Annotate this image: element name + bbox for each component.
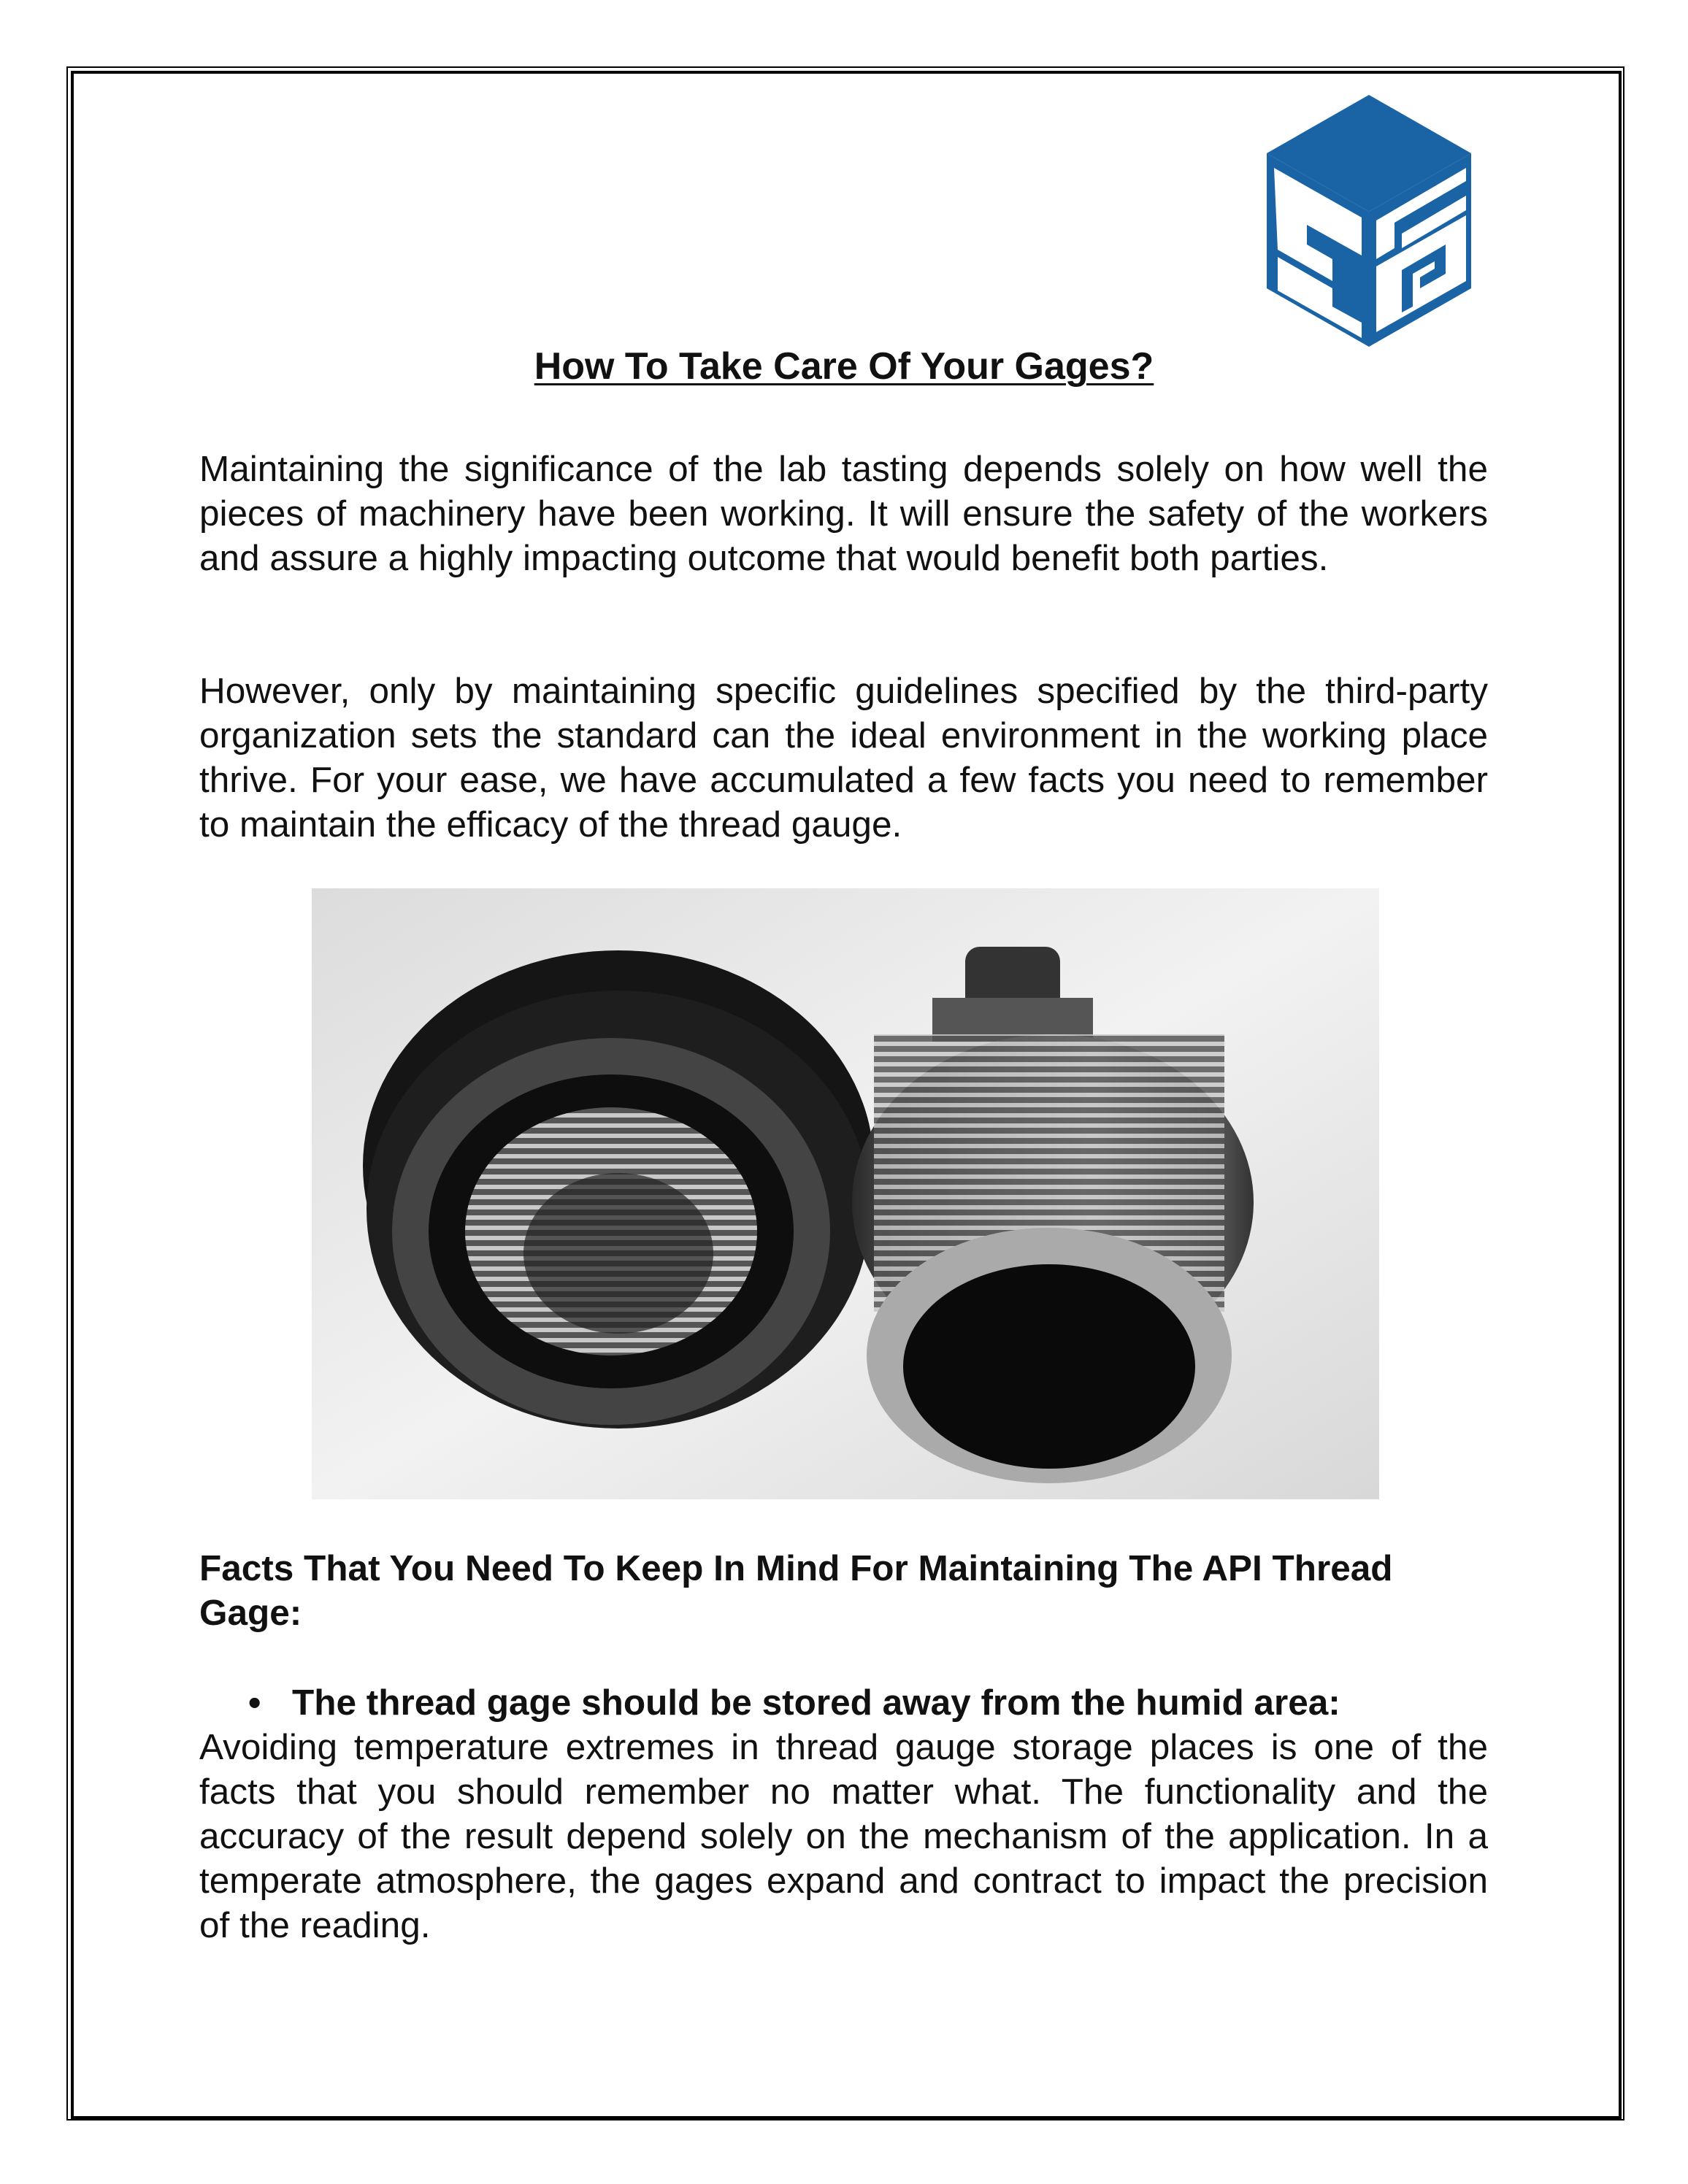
page-title [0,345,1688,388]
humid-area-paragraph: Avoiding temperature extremes in thread gauge storage places is one of the facts that you should remember no matter what. The functionality and the accuracy of the result depend solely on the mechanism of the application. In a temperate atmosphere, the gages expand and contract to impact the precision of the reading. [199,1727,1488,1945]
bullet-item-humid-area [248,1680,1340,1725]
facts-heading: Facts That You Need To Keep In Mind For Maintaining The API Thread Gage: [199,1548,1393,1633]
bullet-icon: • [248,1683,261,1723]
intro-paragraph: Maintaining the significance of the lab tasting depends solely on how well the pieces of machinery have been working. It will ensure the safety of the workers and assure a highly impacting outcome that would benefit both parties. [199,449,1488,578]
title-text: How To Take Care Of Your Gages? [534,345,1154,388]
thread-gage-photo [312,888,1379,1499]
company-logo-3g-cube [1263,95,1475,347]
bullet-heading: The thread gage should be stored away from the humid area: [292,1683,1340,1723]
guidelines-paragraph: However, only by maintaining specific guidelines specified by the third-party organization sets the standard can the ideal environment in the working place thrive. For your ease, we have accumulated a few facts you need to remember to maintain the efficacy of the thread gauge. [199,671,1488,845]
